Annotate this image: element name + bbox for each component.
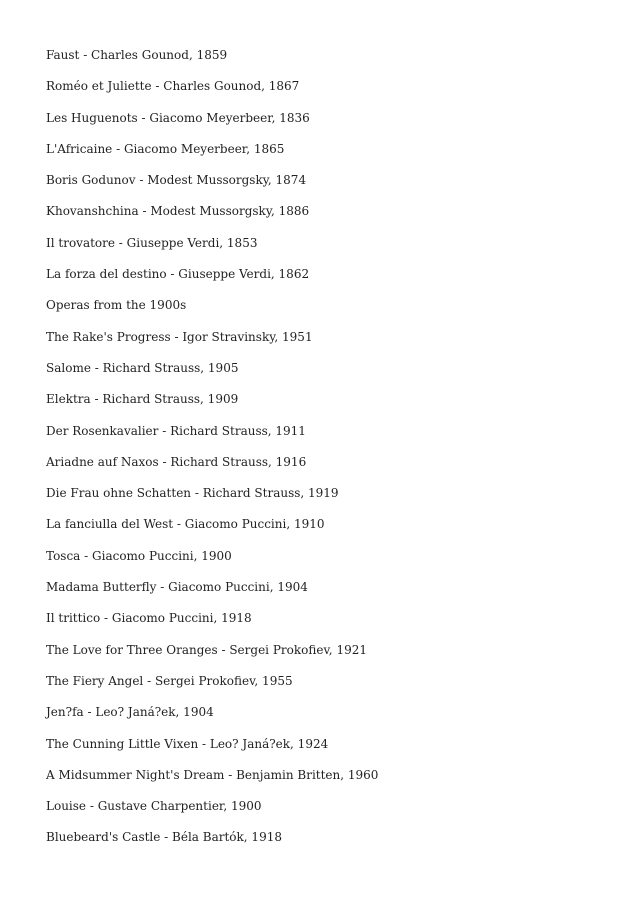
opera-entry: Khovanshchina - Modest Mussorgsky, 1886 (46, 204, 310, 219)
section-heading: Operas from the 1900s (46, 298, 187, 313)
opera-entry: Les Huguenots - Giacomo Meyerbeer, 1836 (46, 110, 310, 125)
opera-entry: A Midsummer Night's Dream - Benjamin Britten, 1960 (46, 767, 379, 782)
opera-entry: Madama Butterfly - Giacomo Puccini, 1904 (46, 580, 308, 595)
opera-entry: Salome - Richard Strauss, 1905 (46, 360, 239, 375)
opera-entry: Ariadne auf Naxos - Richard Strauss, 1916 (46, 454, 307, 469)
opera-entry: Tosca - Giacomo Puccini, 1900 (46, 548, 232, 563)
opera-entry: Der Rosenkavalier - Richard Strauss, 1911 (46, 423, 306, 438)
opera-entry: Il trittico - Giacomo Puccini, 1918 (46, 611, 252, 626)
opera-entry: Die Frau ohne Schatten - Richard Strauss, 1919 (46, 486, 339, 501)
opera-entry: L'Africaine - Giacomo Meyerbeer, 1865 (46, 141, 285, 156)
opera-entry: Faust - Charles Gounod, 1859 (46, 48, 228, 62)
document-page (46, 48, 378, 862)
opera-entry: The Cunning Little Vixen - Leo? Janá?ek, 1924 (46, 736, 329, 751)
opera-entry: Boris Godunov - Modest Mussorgsky, 1874 (46, 173, 307, 188)
opera-entry: La fanciulla del West - Giacomo Puccini, 1910 (46, 517, 325, 532)
opera-entry: The Fiery Angel - Sergei Prokofiev, 1955 (46, 673, 293, 688)
opera-entry: Elektra - Richard Strauss, 1909 (46, 392, 239, 407)
opera-entry: Il trovatore - Giuseppe Verdi, 1853 (46, 235, 258, 250)
opera-entry: La forza del destino - Giuseppe Verdi, 1862 (46, 267, 310, 282)
opera-entry: Louise - Gustave Charpentier, 1900 (46, 799, 262, 814)
opera-entry: The Love for Three Oranges - Sergei Prokofiev, 1921 (46, 642, 367, 657)
opera-entry: Roméo et Juliette - Charles Gounod, 1867 (46, 79, 300, 94)
opera-entry: Bluebeard's Castle - Béla Bartók, 1918 (46, 830, 282, 845)
opera-entry: The Rake's Progress - Igor Stravinsky, 1951 (46, 329, 313, 344)
opera-entry: Jen?fa - Leo? Janá?ek, 1904 (46, 705, 214, 720)
